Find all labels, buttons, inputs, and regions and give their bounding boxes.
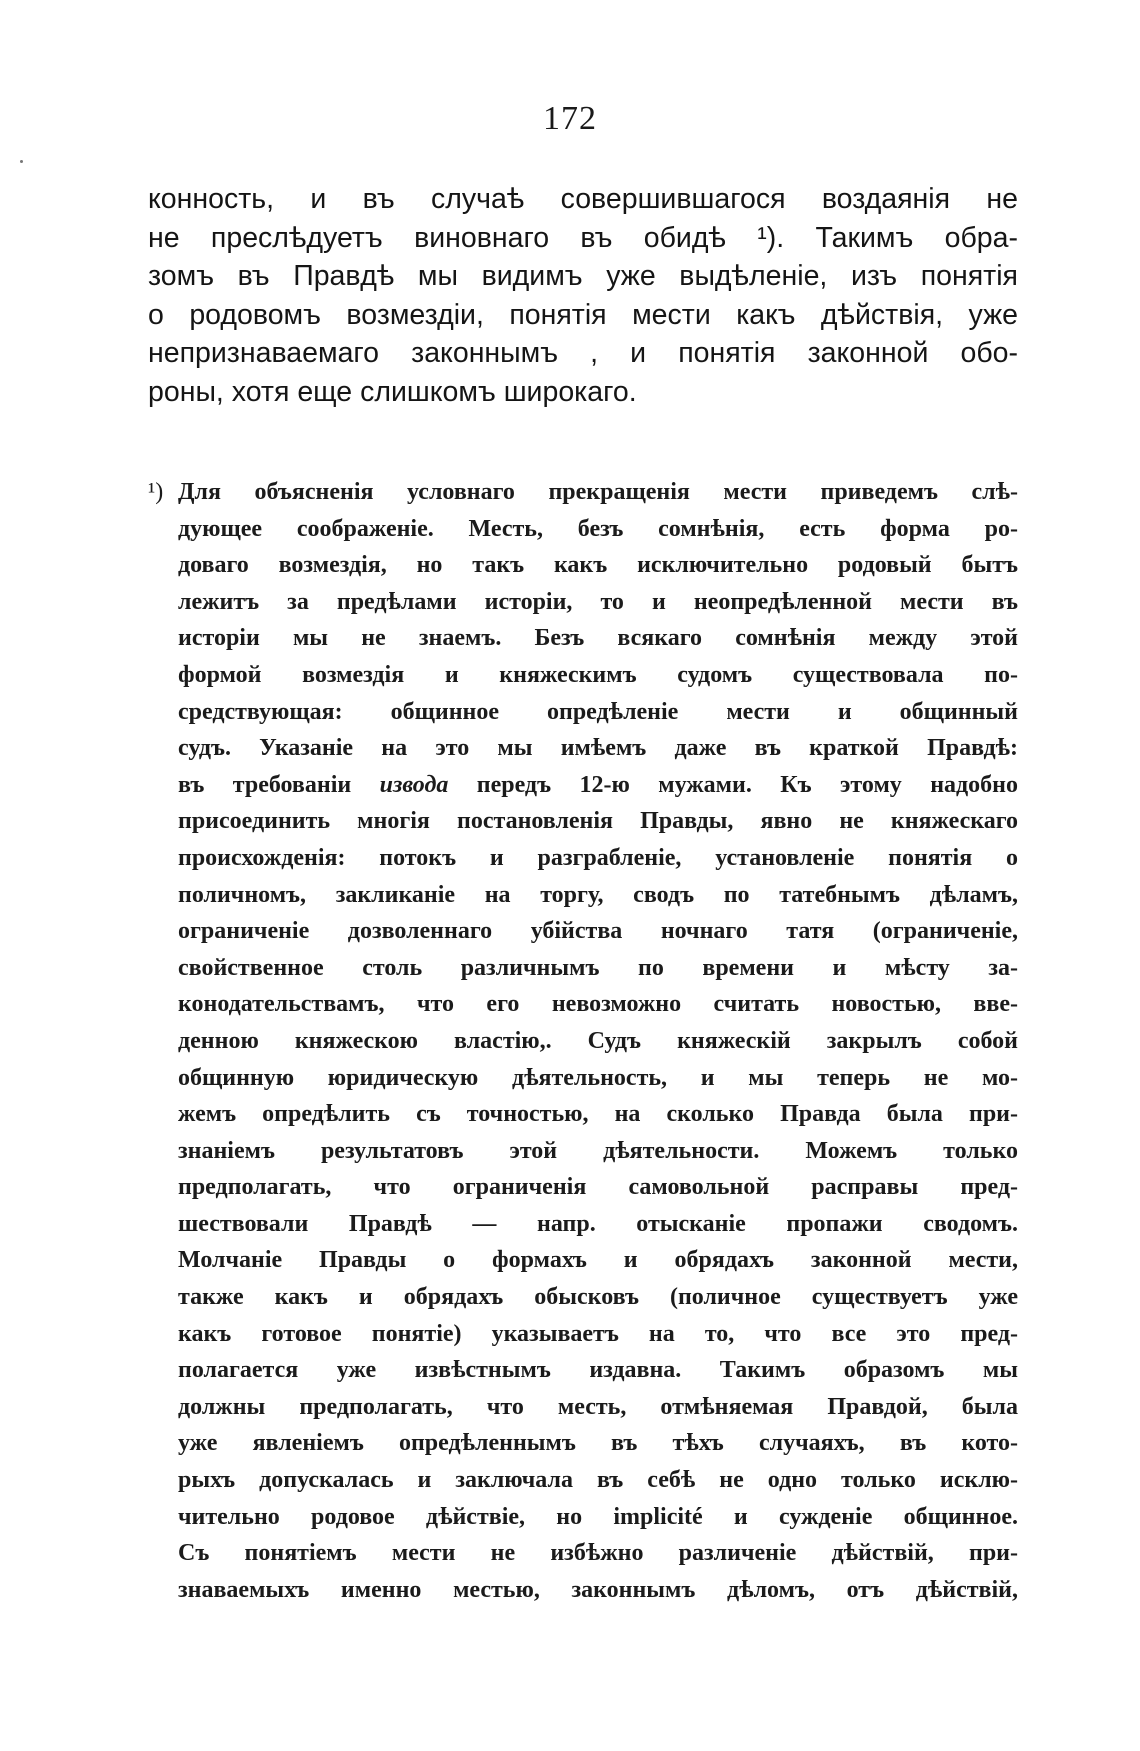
main-line: непризнаваемаго законнымъ , и понятія законной обо- [148,337,1018,369]
footnote-text: передъ 12-ю мужами. Къ этому надобно [448,771,1018,798]
footnote-line: Съ понятіемъ мести не избѣжно различеніе дѣйствій, при- [178,1540,1018,1567]
footnote-line: конодательствамъ, что его невозможно считать новостью, вве- [178,991,1018,1018]
footnote-line [148,474,1018,511]
footnote-line: жемъ опредѣлить съ точностью, на сколько Правда была при- [178,1101,1018,1128]
footnote-line: знаваемыхъ именно местью, законнымъ дѣломъ, отъ дѣйствій, [178,1576,1018,1603]
footnote-line: поличномъ, закликаніе на торгу, сводъ по татебнымъ дѣламъ, [178,881,1018,908]
footnote-line: знаніемъ результатовъ этой дѣятельности. Можемъ только [178,1137,1018,1164]
footnote-line: судъ. Указаніе на это мы имѣемъ даже въ краткой Правдѣ: [178,735,1018,762]
footnote-line: также какъ и обрядахъ обысковъ (поличное существуетъ уже [178,1284,1018,1311]
footnote-line: должны предполагать, что месть, отмѣняемая Правдой, была [178,1393,1018,1420]
footnote-line [148,767,1018,804]
footnote [148,474,1018,1608]
footnote-text: въ требованіи [178,771,380,798]
footnote-line: формой возмездія и княжескимъ судомъ существовала по- [178,661,1018,688]
main-line: зомъ въ Правдѣ мы видимъ уже выдѣленіе, изъ понятія [148,260,1018,292]
footnote-line: присоединить многія постановленія Правды, явно не княжескаго [178,808,1018,835]
footnote-line: Молчаніе Правды о формахъ и обрядахъ законной мести, [178,1247,1018,1274]
footnote-line: денною княжескою властію,. Судъ княжескій закрылъ собой [178,1027,1018,1054]
footnote-line: доваго возмездія, но такъ какъ исключительно родовый бытъ [178,552,1018,579]
footnote-text: Для объясненія условнаго прекращенія мести приведемъ слѣ- [178,479,1018,505]
footnote-line: лежитъ за предѣлами исторіи, то и неопредѣленной мести въ [178,588,1018,615]
main-paragraph [148,180,1018,411]
main-line: роны, хотя еще слишкомъ широкаго. [148,375,637,408]
footnote-line: ограниченіе дозволеннаго убійства ночнаго татя (ограниченіе, [178,918,1018,945]
main-line: не преслѣдуетъ виновнаго въ обидѣ ¹). Такимъ обра- [148,221,1018,254]
footnote-line: предполагать, что ограниченія самовольной расправы пред- [178,1174,1018,1201]
footnote-line: полагается уже извѣстнымъ издавна. Такимъ образомъ мы [178,1357,1018,1384]
footnote-line: какъ готовое понятіе) указываетъ на то, что все это пред- [178,1320,1018,1347]
italic-term: извода [379,771,449,798]
footnote-marker: ¹) [148,479,164,505]
footnote-line: средствующая: общинное опредѣленіе мести и общинный [178,698,1018,725]
footnote-line: рыхъ допускалась и заключала въ себѣ не одно только исклю- [178,1467,1018,1494]
footnote-line: уже явленіемъ опредѣленнымъ въ тѣхъ случаяхъ, въ кото- [178,1430,1018,1457]
footnote-line: чительно родовое дѣйствіе, но implicité и сужденіе общинное. [178,1503,1018,1530]
footnote-line: происхожденія: потокъ и разграбленіе, установленіе понятія о [178,844,1018,871]
footnote-line: дующее соображеніе. Месть, безъ сомнѣнія, есть форма ро- [178,515,1018,542]
footnote-line: свойственное столь различнымъ по времени и мѣсту за- [178,954,1018,981]
footnote-line: исторіи мы не знаемъ. Безъ всякаго сомнѣнія между этой [178,625,1018,652]
margin-speck [20,160,23,163]
page-number: 172 [543,100,597,137]
footnote-line: шествовали Правдѣ — напр. отысканіе пропажи сводомъ. [178,1210,1018,1237]
main-line: конность, и въ случаѣ совершившагося воздаянія не [148,183,1018,215]
footnote-line: общинную юридическую дѣятельность, и мы теперь не мо- [178,1064,1018,1091]
main-line: о родовомъ возмездіи, понятія мести какъ дѣйствія, уже [148,298,1018,331]
